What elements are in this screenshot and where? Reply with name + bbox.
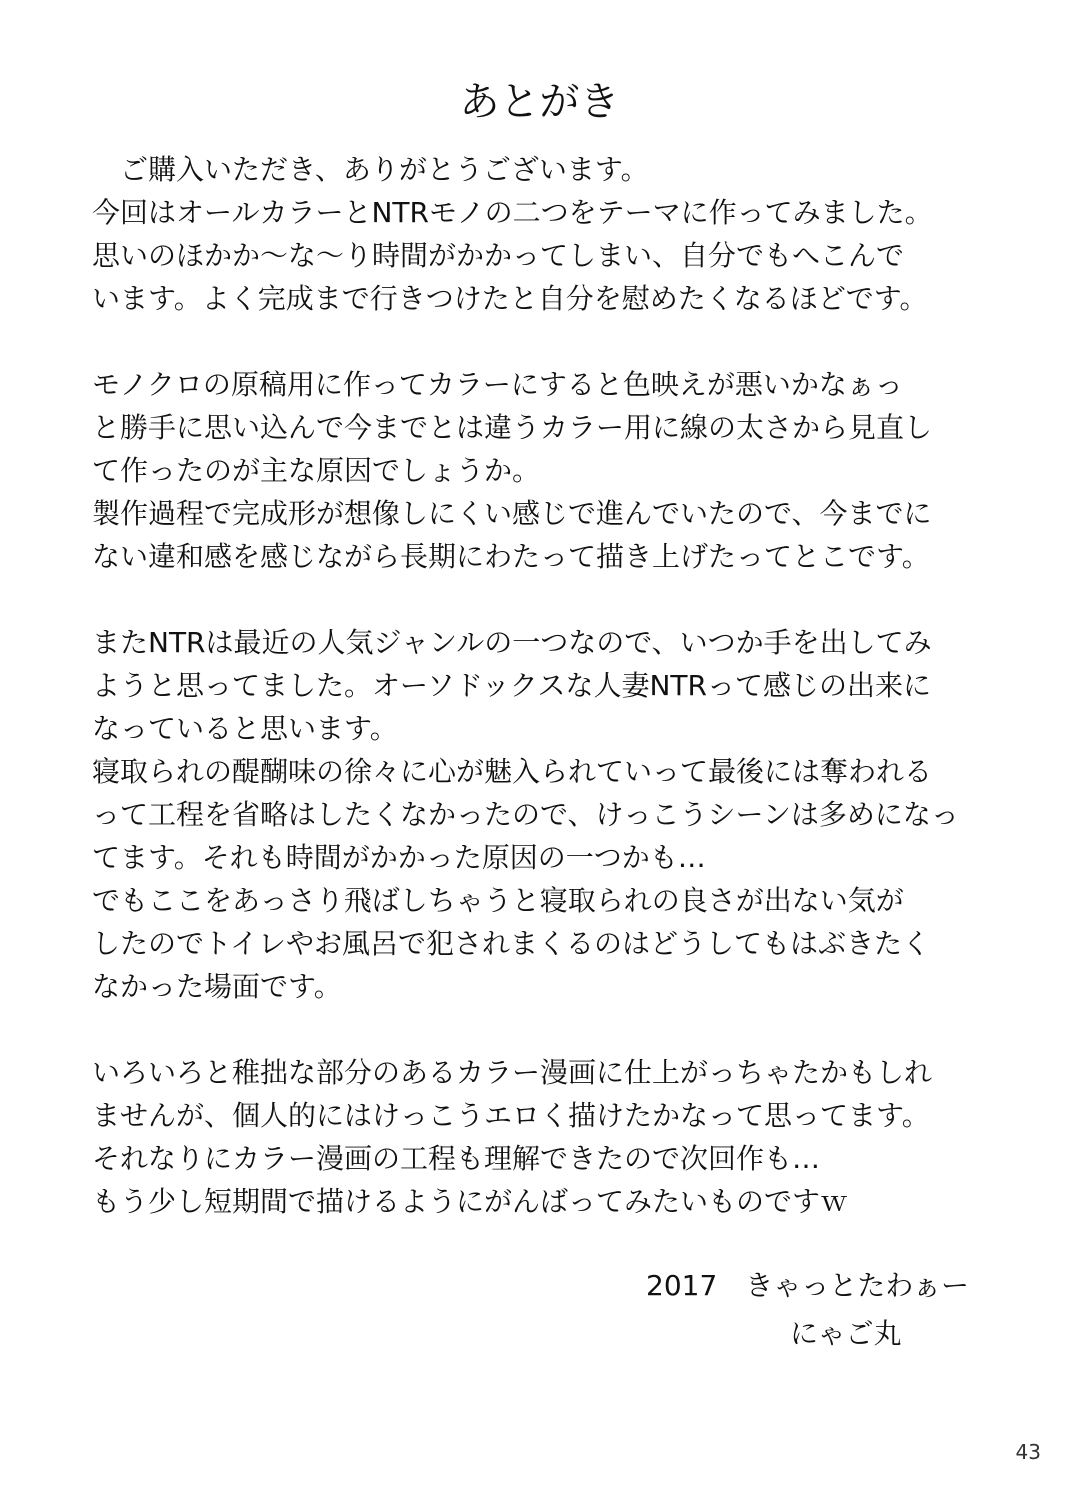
- text-line: なかった場面です。: [92, 970, 342, 1003]
- paragraph-4: [92, 1051, 1032, 1223]
- text-line: 今回はオールカラーとNTRモノの二つをテーマに作ってみました。: [92, 196, 933, 229]
- text-line: それなりにカラー漫画の工程も理解できたので次回作も…: [92, 1142, 821, 1175]
- signature-author: にゃご丸: [790, 1317, 902, 1350]
- page-title: あとがき: [459, 79, 620, 125]
- text-line: ようと思ってました。オーソドックスな人妻NTRって感じの出来に: [92, 669, 931, 702]
- text-line: ない違和感を感じながら長期にわたって描き上げたってとこです。: [92, 540, 930, 573]
- text-line: と勝手に思い込んで今までとは違うカラー用に線の太さから見直し: [92, 411, 933, 444]
- paragraph-gap: [92, 1008, 1032, 1051]
- text-line: て作ったのが主な原因でしょうか。: [92, 454, 541, 487]
- paragraph-1: [92, 148, 1032, 320]
- text-line: したのでトイレやお風呂で犯されまくるのはどうしてもはぶきたく: [92, 927, 931, 960]
- text-line: って工程を省略はしたくなかったので、けっこうシーンは多めになっ: [92, 798, 959, 831]
- text-line: もう少し短期間で描けるようにがんばってみたいものですｗ: [92, 1185, 849, 1218]
- signature-block: [646, 1262, 1046, 1358]
- text-line: またNTRは最近の人気ジャンルの一つなので、いつか手を出してみ: [92, 626, 932, 659]
- page-number: 43: [1015, 1440, 1041, 1464]
- paragraph-2: [92, 363, 1032, 578]
- paragraph-3: [92, 621, 1032, 1008]
- text-line: てます。それも時間がかかった原因の一つかも…: [92, 841, 706, 874]
- text-line: いろいろと稚拙な部分のあるカラー漫画に仕上がっちゃたかもしれ: [92, 1056, 933, 1089]
- text-line: でもここをあっさり飛ばしちゃうと寝取られの良さが出ない気が: [92, 884, 904, 917]
- text-line: ご購入いただき、ありがとうございます。: [92, 153, 649, 186]
- paragraph-gap: [92, 578, 1032, 621]
- afterword-body: [92, 148, 1032, 1223]
- paragraph-gap: [92, 320, 1032, 363]
- text-line: 製作過程で完成形が想像しにくい感じで進んでいたので、今までに: [92, 497, 932, 530]
- text-line: モノクロの原稿用に作ってカラーにすると色映えが悪いかなぁっ: [92, 368, 903, 401]
- text-line: 寝取られの醍醐味の徐々に心が魅入られていって最後には奪われる: [92, 755, 933, 788]
- text-line: なっていると思います。: [92, 712, 398, 745]
- text-line: ませんが、個人的にはけっこうエロく描けたかなって思ってます。: [92, 1099, 930, 1132]
- text-line: 思いのほかか〜な〜り時間がかかってしまい、自分でもへこんで: [92, 239, 905, 272]
- text-line: います。よく完成まで行きつけたと自分を慰めたくなるほどです。: [92, 282, 928, 315]
- signature-date-circle: 2017 きゃっとたわぁー: [646, 1269, 969, 1302]
